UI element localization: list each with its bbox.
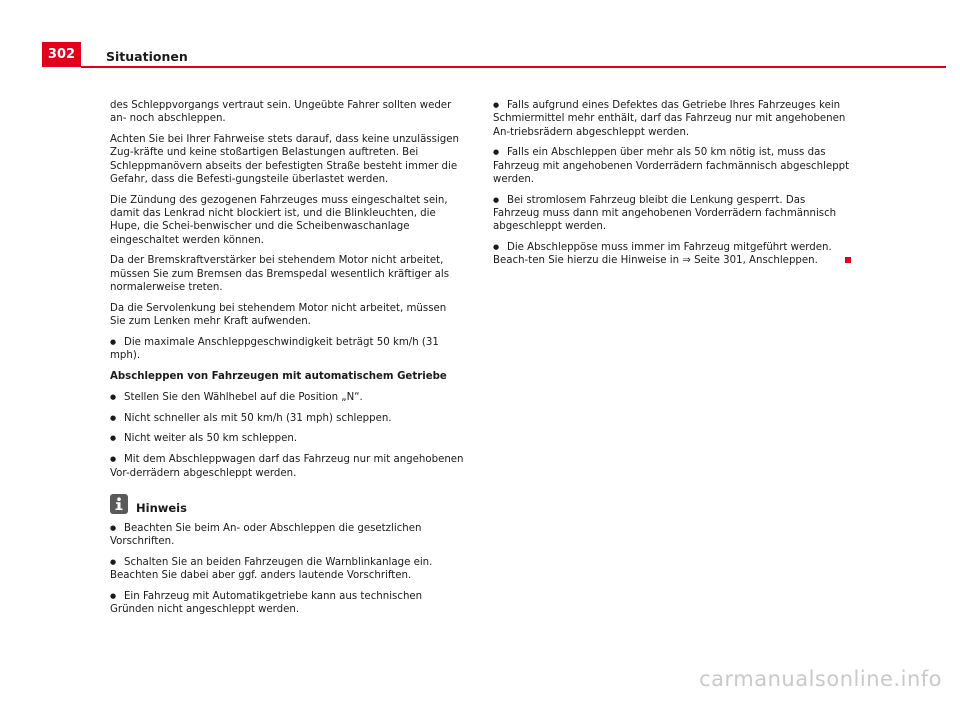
bullet-item: ● Mit dem Abschleppwagen darf das Fahrzeug nur mit angehobenen Vor-derrädern abgeschleppt werden. bbox=[110, 453, 465, 480]
section-title: Situationen bbox=[106, 49, 188, 64]
bullet-item: ● Falls ein Abschleppen über mehr als 50 km nötig ist, muss das Fahrzeug mit angehobenen Vorderrädern fachmännisch abgeschleppt werden. bbox=[493, 146, 853, 186]
watermark: carmanualsonline.info bbox=[699, 667, 942, 691]
paragraph: Achten Sie bei Ihrer Fahrweise stets darauf, dass keine unzulässigen Zug-kräfte und keine stoßartigen Belastungen auftreten. Bei Schleppmanövern abseits der befestigten Straße besteht immer die Gefahr, dass die Befesti-gungsteile überlastet werden. bbox=[110, 134, 459, 185]
bullet-item: ● Bei stromlosem Fahrzeug bleibt die Lenkung gesperrt. Das Fahrzeug muss dann mit angehobenen Vorderrädern fachmännisch abgeschleppt werden. bbox=[493, 194, 853, 234]
bullet-item: ● Die maximale Anschleppgeschwindigkeit beträgt 50 km/h (31 mph). bbox=[110, 336, 465, 363]
last-bullet-wrapper bbox=[493, 241, 853, 268]
note-title: Hinweis bbox=[136, 501, 187, 516]
subheading: Abschleppen von Fahrzeugen mit automatischem Getriebe bbox=[110, 371, 447, 383]
bullet-item: ● Die Abschleppöse muss immer im Fahrzeug mitgeführt werden. Beach-ten Sie hierzu die Hinweise in ⇒ Seite 301, Anschleppen. bbox=[493, 241, 853, 268]
note-bullet: ● Schalten Sie an beiden Fahrzeugen die Warnblinkanlage ein. Beachten Sie dabei aber ggf. anders lautende Vorschriften. bbox=[110, 556, 465, 583]
info-icon bbox=[110, 494, 128, 514]
paragraph: Da die Servolenkung bei stehendem Motor nicht arbeitet, müssen Sie zum Lenken mehr Kraft aufwenden. bbox=[110, 302, 447, 328]
section-end-marker bbox=[845, 257, 851, 263]
bullet-item: ● Nicht schneller als mit 50 km/h (31 mph) schleppen. bbox=[110, 412, 465, 425]
bullet-item: ● Falls aufgrund eines Defektes das Getriebe Ihres Fahrzeuges kein Schmiermittel mehr enthält, darf das Fahrzeug nur mit angehobenen An-triebsrädern abgeschleppt werden. bbox=[493, 99, 853, 139]
page-number: 302 bbox=[42, 42, 81, 67]
paragraph: Da der Bremskraftverstärker bei stehendem Motor nicht arbeitet, müssen Sie zum Bremsen das Bremspedal wesentlich kräftiger als normalerweise treten. bbox=[110, 255, 450, 294]
note-bullet: ● Ein Fahrzeug mit Automatikgetriebe kann aus technischen Gründen nicht angeschleppt werden. bbox=[110, 590, 465, 617]
left-column bbox=[110, 99, 465, 624]
bullet-item: ● Nicht weiter als 50 km schleppen. bbox=[110, 432, 465, 445]
bullet-item: ● Stellen Sie den Wählhebel auf die Position „N“. bbox=[110, 391, 465, 404]
header-rule bbox=[81, 66, 946, 68]
note-header bbox=[110, 494, 465, 514]
paragraph: Die Zündung des gezogenen Fahrzeuges muss eingeschaltet sein, damit das Lenkrad nicht blockiert ist, und die Blinkleuchten, die Hupe, die Schei-benwischer und die Scheibenwaschanlage eingeschaltet werden können. bbox=[110, 194, 448, 246]
right-column bbox=[493, 99, 853, 275]
note-bullet: ● Beachten Sie beim An- oder Abschleppen die gesetzlichen Vorschriften. bbox=[110, 522, 465, 549]
paragraph: des Schleppvorgangs vertraut sein. Ungeübte Fahrer sollten weder an- noch abschleppen. bbox=[110, 100, 452, 125]
